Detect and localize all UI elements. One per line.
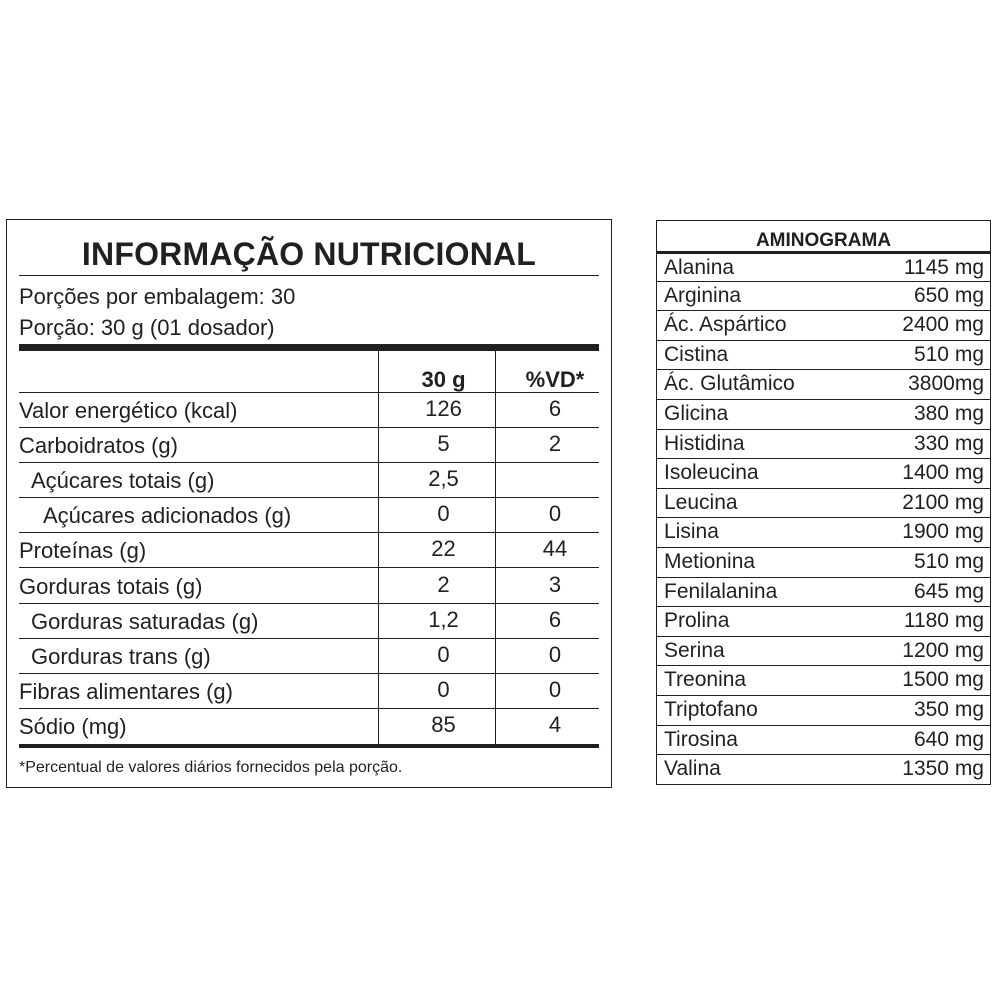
column-header-amount: 30 g — [421, 367, 466, 392]
amino-acid-amount: 3800mg — [908, 372, 984, 396]
nutrition-row — [19, 428, 599, 463]
nutrition-row — [19, 639, 599, 674]
nutrient-amount: 0 — [437, 676, 450, 702]
nutrient-daily-value: 0 — [548, 641, 562, 667]
amino-acid-amount: 640 mg — [913, 727, 984, 751]
amino-row — [657, 665, 990, 695]
nutrient-label: Sódio (mg) — [19, 713, 127, 739]
amino-acid-amount: 1180 mg — [903, 609, 984, 633]
nutrient-daily-value: 0 — [548, 676, 562, 702]
amino-acid-name: Serina — [664, 638, 725, 662]
aminogram-title: AMINOGRAMA — [755, 230, 892, 251]
amino-row — [657, 606, 990, 636]
nutrient-daily-value: 6 — [548, 396, 562, 421]
aminogram-panel — [656, 220, 991, 785]
amino-acid-amount: 1350 mg — [902, 757, 984, 781]
amino-acid-name: Valina — [664, 757, 721, 781]
amino-acid-name: Alanina — [664, 256, 735, 279]
nutrient-daily-value: 3 — [548, 571, 562, 597]
amino-acid-name: Histidina — [664, 431, 745, 455]
nutrition-facts-panel — [6, 219, 612, 788]
amino-acid-amount: 350 mg — [913, 698, 984, 721]
amino-acid-amount: 1400 mg — [902, 461, 984, 485]
nutrition-title: INFORMAÇÃO NUTRICIONAL — [81, 236, 537, 272]
title-divider — [19, 275, 599, 276]
amino-acid-name: Metionina — [664, 550, 756, 573]
amino-acid-amount: 1200 mg — [902, 638, 984, 662]
amino-acid-amount: 380 mg — [913, 402, 984, 425]
amino-acid-name: Leucina — [664, 490, 738, 514]
nutrient-amount: 0 — [437, 641, 450, 667]
nutrient-daily-value: 4 — [548, 711, 562, 737]
nutrient-label: Proteínas (g) — [19, 538, 147, 564]
amino-acid-name: Fenilalanina — [664, 579, 778, 603]
nutrient-label: Gorduras totais (g) — [19, 573, 203, 599]
amino-acid-amount: 2100 mg — [902, 490, 984, 514]
amino-row — [657, 310, 990, 340]
amino-acid-name: Ác. Glutâmico — [664, 372, 795, 396]
nutrient-amount: 2,5 — [428, 466, 459, 492]
amino-row — [657, 369, 990, 399]
amino-acid-name: Tirosina — [664, 727, 738, 751]
amino-acid-name: Arginina — [664, 283, 742, 307]
amino-row — [657, 488, 990, 518]
nutrient-amount: 0 — [437, 501, 450, 527]
amino-row — [657, 281, 990, 311]
nutrition-row — [19, 569, 599, 604]
nutrient-amount: 2 — [437, 571, 450, 597]
amino-acid-name: Ác. Aspártico — [664, 313, 787, 337]
amino-acid-name: Lisina — [664, 520, 719, 544]
amino-acid-amount: 645 mg — [913, 579, 984, 603]
nutrient-amount: 1,2 — [428, 606, 459, 632]
nutrient-label: Fibras alimentares (g) — [19, 678, 233, 704]
amino-row — [657, 340, 990, 370]
amino-acid-amount: 1145 mg — [903, 256, 984, 279]
amino-acid-amount: 1500 mg — [902, 668, 984, 692]
nutrient-label: Carboidratos (g) — [19, 433, 178, 459]
amino-acid-name: Prolina — [664, 609, 730, 633]
nutrition-row — [19, 709, 599, 744]
amino-row — [657, 695, 990, 725]
nutrient-label: Gorduras trans (g) — [31, 643, 211, 669]
amino-row — [657, 636, 990, 666]
nutrient-label: Valor energético (kcal) — [19, 398, 238, 423]
nutrient-daily-value: 2 — [548, 431, 562, 457]
nutrient-label: Gorduras saturadas (g) — [31, 608, 259, 634]
nutrition-row — [19, 533, 599, 568]
nutrient-amount: 85 — [431, 711, 456, 737]
amino-acid-amount: 330 mg — [913, 431, 984, 455]
amino-acid-name: Treonina — [664, 668, 747, 692]
amino-row — [657, 399, 990, 429]
nutrient-label: Açúcares adicionados (g) — [43, 503, 292, 529]
amino-row — [657, 577, 990, 607]
amino-acid-name: Isoleucina — [664, 461, 759, 485]
amino-acid-amount: 2400 mg — [902, 313, 984, 337]
amino-acid-name: Cistina — [664, 342, 729, 366]
amino-row — [657, 251, 990, 281]
amino-acid-name: Glicina — [664, 402, 729, 425]
nutrient-daily-value: 6 — [548, 606, 562, 632]
amino-acid-amount: 510 mg — [913, 550, 984, 573]
servings-per-package: Porções por embalagem: 30 — [19, 284, 296, 309]
nutrition-row — [19, 674, 599, 709]
amino-acid-amount: 1900 mg — [902, 520, 984, 544]
amino-acid-amount: 510 mg — [913, 342, 984, 366]
serving-size: Porção: 30 g (01 dosador) — [19, 315, 275, 340]
amino-acid-name: Triptofano — [664, 698, 758, 721]
amino-row — [657, 517, 990, 547]
nutrition-row — [19, 604, 599, 639]
nutrient-daily-value: 0 — [548, 501, 562, 527]
amino-row — [657, 547, 990, 577]
nutrition-row — [19, 393, 599, 428]
amino-row — [657, 429, 990, 459]
footnote: *Percentual de valores diários fornecidos pela porção. — [19, 759, 403, 776]
amino-acid-amount: 650 mg — [913, 283, 984, 307]
amino-row — [657, 725, 990, 755]
nutrition-row — [19, 498, 599, 533]
nutrient-amount: 22 — [431, 536, 456, 562]
nutrition-row — [19, 463, 599, 498]
thick-divider — [19, 344, 599, 351]
amino-row — [657, 458, 990, 488]
column-header-dv: %VD* — [525, 367, 585, 392]
nutrient-amount: 5 — [437, 431, 450, 457]
amino-row — [657, 754, 990, 784]
nutrient-daily-value: 44 — [542, 536, 568, 562]
nutrient-amount: 126 — [425, 396, 462, 421]
bottom-divider — [19, 744, 599, 748]
nutrient-label: Açúcares totais (g) — [31, 468, 215, 494]
